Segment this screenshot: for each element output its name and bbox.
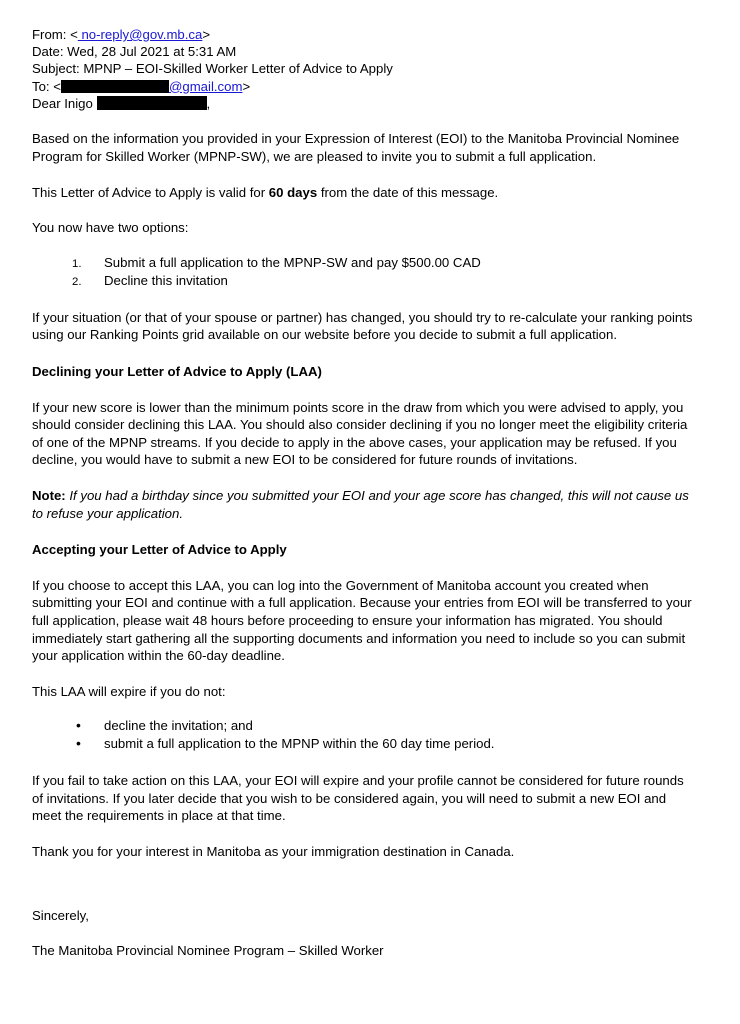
- email-to-line: [32, 78, 696, 95]
- fail-to-act-paragraph: If you fail to take action on this LAA, your EOI will expire and your profile cannot be considered for future rounds of invitations. If you later decide that you wish to be considered again, you will need to submit a new EOI and meet the requirements in place at that time.: [32, 773, 684, 824]
- note-paragraph: [32, 487, 696, 522]
- list-marker: 2.: [72, 275, 82, 288]
- options-list: [32, 254, 696, 290]
- list-item-text: submit a full application to the MPNP within the 60 day time period.: [104, 736, 495, 752]
- closing-line: Sincerely,: [32, 907, 89, 923]
- email-subject-line: Subject: MPNP – EOI-Skilled Worker Letter of Advice to Apply: [32, 61, 393, 77]
- email-date-line: Date: Wed, 28 Jul 2021 at 5:31 AM: [32, 44, 237, 60]
- accepting-section-heading: Accepting your Letter of Advice to Apply: [32, 542, 287, 558]
- list-item-text: decline the invitation; and: [104, 718, 253, 734]
- spacer: [32, 825, 696, 843]
- letter-body: [32, 95, 696, 960]
- email-header-block: [32, 26, 696, 95]
- options-intro: You now have two options:: [32, 220, 189, 236]
- spacer: [32, 522, 696, 541]
- from-close-bracket: >: [202, 27, 211, 42]
- list-item-text: Decline this invitation: [104, 272, 228, 288]
- validity-prefix: This Letter of Advice to Apply is valid for: [32, 184, 269, 200]
- note-text: If you had a birthday since you submitted your EOI and your age score has changed, this will not cause us to refuse your application.: [32, 487, 689, 521]
- spacer: [32, 237, 696, 254]
- spacer: [32, 344, 696, 363]
- greeting-line: [32, 95, 696, 113]
- validity-suffix: from the date of this message.: [317, 184, 499, 200]
- list-item: [32, 272, 696, 290]
- note-label: Note:: [32, 487, 70, 503]
- spacer: [32, 381, 696, 399]
- to-label: To: <: [32, 78, 61, 94]
- from-label: From: <: [32, 27, 78, 42]
- email-from-line: [32, 26, 696, 43]
- spacer: [32, 559, 696, 577]
- to-close-bracket: >: [242, 78, 251, 94]
- redaction-bar-recipient: [61, 80, 169, 93]
- signature-line: The Manitoba Provincial Nominee Program – Skilled Worker: [32, 943, 384, 959]
- list-item-text: Submit a full application to the MPNP-SW and pay $500.00 CAD: [104, 254, 481, 270]
- greeting-comma: ,: [206, 95, 211, 111]
- redaction-bar-recipient-name: [97, 96, 207, 110]
- spacer: [32, 924, 696, 942]
- spacer: [32, 469, 696, 487]
- bullet-icon: •: [76, 717, 81, 734]
- list-item: [32, 735, 696, 753]
- validity-duration: 60 days: [268, 184, 318, 200]
- list-item: [32, 254, 696, 272]
- greeting-text: Dear Inigo: [32, 95, 97, 111]
- list-marker: 1.: [72, 257, 82, 270]
- bullet-icon: •: [76, 735, 81, 752]
- recalculate-paragraph: If your situation (or that of your spouse or partner) has changed, you should try to re-calculate your ranking points using our Ranking Points grid available on our website before you decide to submit a full application.: [32, 309, 693, 343]
- sender-email-link[interactable]: no-reply@gov.mb.ca: [77, 27, 203, 42]
- spacer: [32, 201, 696, 219]
- spacer: [32, 112, 696, 130]
- spacer: [32, 861, 696, 907]
- spacer: [32, 700, 696, 717]
- expire-intro: This LAA will expire if you do not:: [32, 683, 226, 699]
- declining-section-heading: Declining your Letter of Advice to Apply (LAA): [32, 363, 322, 379]
- spacer: [32, 665, 696, 683]
- expire-conditions-list: [32, 717, 696, 753]
- spacer: [32, 166, 696, 184]
- list-item: [32, 717, 696, 735]
- accepting-paragraph: If you choose to accept this LAA, you can log into the Government of Manitoba account you created when submitting your EOI and continue with a full application. Because your entries from EOI will be transferred to your full application, please wait 48 hours before proceeding to ensure your information has migrated. You should immediately start gathering all the supporting documents and information you need to include so you can submit your application within the 60-day deadline.: [32, 577, 692, 664]
- spacer: [32, 290, 696, 309]
- spacer: [32, 753, 696, 772]
- validity-paragraph: [32, 184, 696, 202]
- thank-you-paragraph: Thank you for your interest in Manitoba as your immigration destination in Canada.: [32, 844, 515, 860]
- intro-paragraph: Based on the information you provided in your Expression of Interest (EOI) to the Manitoba Provincial Nominee Program for Skilled Worker (MPNP-SW), we are pleased to invite you to submit a full application.: [32, 131, 680, 164]
- declining-paragraph: If your new score is lower than the minimum points score in the draw from which you were advised to apply, you should consider declining this LAA. You should also consider declining if you no longer meet the eligibility criteria of one of the MPNP streams. If you decide to apply in the above cases, your application may be refused. If you decline, you would have to submit a new EOI to be considered for future rounds of invitations.: [32, 399, 688, 468]
- recipient-email-domain-link[interactable]: @gmail.com: [168, 78, 243, 94]
